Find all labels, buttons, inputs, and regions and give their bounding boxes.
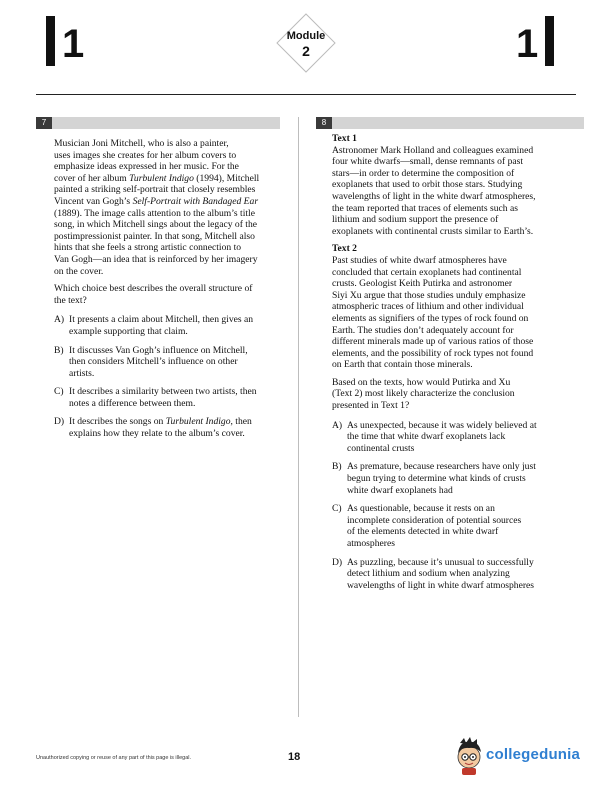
section-bar-right [545,16,554,66]
brand-name: collegedunia [486,746,581,763]
copyright-notice: Unauthorized copying or reuse of any part of this page is illegal. [36,755,192,761]
question-7-number: 7 [36,117,52,129]
q8-option-a[interactable]: A) As unexpected, because it was widely believed at the time that white dwarf exoplanets lack continental crusts [332,419,537,454]
q8-text1-title: Text 1 [332,133,357,144]
q8-text2-title: Text 2 [332,243,357,255]
column-divider [298,117,299,717]
question-8-bar [316,117,584,129]
section-bar-left [46,16,55,66]
q8-option-c[interactable]: C) As questionable, because it rests on an incomplete consideration of potential sources of the elements detected in white dwarf atmospheres [332,503,522,549]
section-number-left: 1 [62,22,85,66]
q7-question: Which choice best describes the overall structure of the text? [54,283,253,306]
q7-option-c[interactable]: C) It describes a similarity between two artists, then notes a difference between them. [54,386,257,409]
q8-text2: Past studies of white dwarf atmospheres have concluded that certain exoplanets had continental crusts. Geologist Keith Putirka and astronomer Siyi Xu argue that those studies unduly emphasize atmospheric traces of lithium and other individual elements as signifiers of the types of rock found on Earth. The studies don’t adequately account for different minerals made up of various ratios of those elements, and the possibility of rock types not found on Earth that contain those minerals. [332,254,534,371]
q8-question: Based on the texts, how would Putirka and Xu (Text 2) most likely characterize the conclusion presented in Text 1? [332,376,515,412]
q8-text1: Astronomer Mark Holland and colleagues examined four white dwarfs—small, dense remnants of past stars—in order to determine the composition of exoplanets that used to orbit those stars. Studying wavelengths of light in the white dwarf atmospheres, the team reported that traces of elements such as lithium and sodium support the presence of exoplanets with continental crusts similar to Earth’s. [332,144,536,237]
question-8 [332,133,586,598]
q7-option-a[interactable]: A) It presents a claim about Mitchell, then gives an example supporting that claim. [54,314,254,337]
section-number-right: 1 [516,22,539,66]
q7-option-b[interactable]: B) It discusses Van Gogh’s influence on Mitchell, then considers Mitchell’s influence on other artists. [54,344,248,379]
q7-passage: Musician Joni Mitchell, who is also a painter, uses images she creates for her album covers to emphasize ideas expressed in her music. For the cover of her album Turbulent Indigo (1994), Mitchell painted a striking self-portrait that closely resembles Vincent van Gogh’s Self-Portrait with Bandaged Ear (1889). The image calls attention to the album’s title song, in which Mitchell sings about the legacy of the postimpressionist painter. In that song, Mitchell also hints that she feels a strong artistic connection to Van Gogh—an idea that is reinforced by her imagery on the cover. [54,138,260,277]
module-indicator [256,30,356,59]
q8-option-b[interactable]: B) As premature, because researchers have only just begun trying to determine what kinds of crusts white dwarf exoplanets had [332,461,536,496]
module-number: 2 [302,43,310,59]
question-7-bar [36,117,280,129]
module-label: Module [286,30,326,42]
question-7 [54,138,290,447]
q8-option-d[interactable]: D) As puzzling, because it’s unusual to successfully detect lithium and sodium when analyzing wavelengths of light in white dwarf atmospheres [332,556,535,591]
page-number: 18 [288,751,301,763]
question-8-number: 8 [316,117,332,129]
header-rule [36,94,576,95]
q7-option-d[interactable]: D) It describes the songs on Turbulent Indigo, then explains how they relate to the album’s cover. [54,416,252,440]
